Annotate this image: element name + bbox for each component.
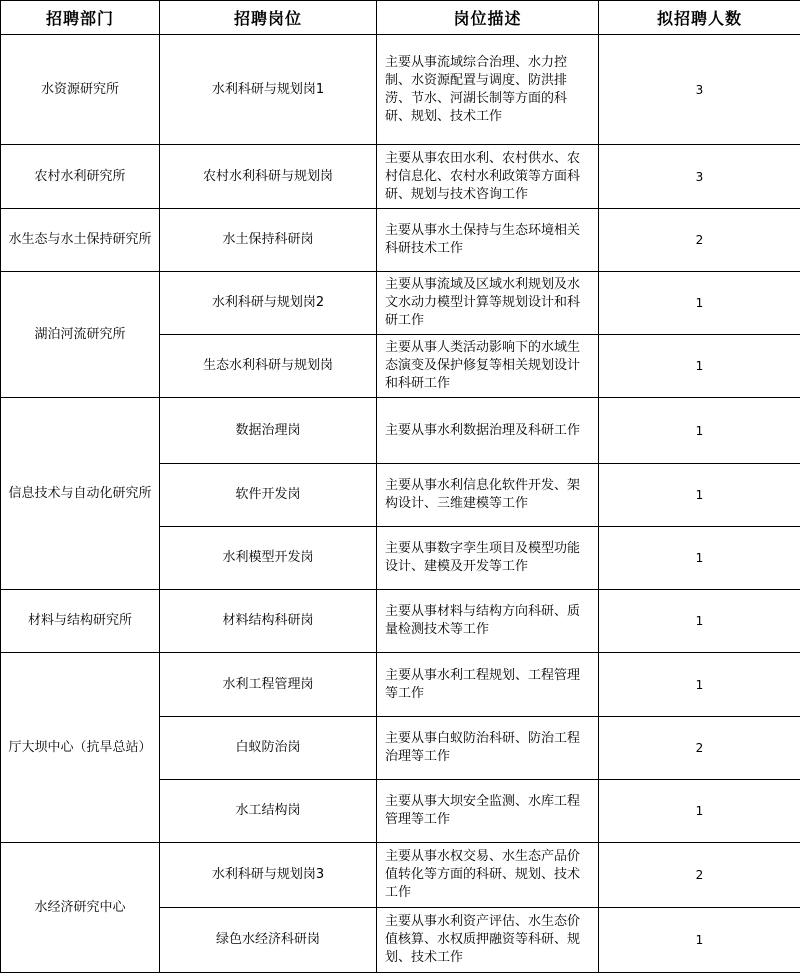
position-cell: 绿色水经济科研岗 <box>160 908 377 973</box>
description-cell: 主要从事流域及区域水利规划及水文水动力模型计算等规划设计和科研工作 <box>377 272 599 335</box>
description-cell: 主要从事大坝安全监测、水库工程管理等工作 <box>377 780 599 843</box>
position-cell: 软件开发岗 <box>160 464 377 527</box>
table-row <box>1 590 800 653</box>
description-cell: 主要从事材料与结构方向科研、质量检测技术等工作 <box>377 590 599 653</box>
headcount-cell: 1 <box>599 780 800 843</box>
position-cell: 农村水利科研与规划岗 <box>160 145 377 209</box>
department-cell: 水资源研究所 <box>1 35 160 145</box>
table-row <box>1 653 800 717</box>
position-cell: 水利科研与规划岗2 <box>160 272 377 335</box>
table-row <box>1 272 800 335</box>
description-cell: 主要从事水利数据治理及科研工作 <box>377 398 599 464</box>
header-headcount: 拟招聘人数 <box>599 1 800 35</box>
table-row <box>1 35 800 145</box>
headcount-cell: 1 <box>599 653 800 717</box>
table-row <box>1 145 800 209</box>
headcount-cell: 2 <box>599 209 800 272</box>
department-cell: 水生态与水土保持研究所 <box>1 209 160 272</box>
description-cell: 主要从事数字孪生项目及模型功能设计、建模及开发等工作 <box>377 527 599 590</box>
headcount-cell: 3 <box>599 145 800 209</box>
department-cell: 材料与结构研究所 <box>1 590 160 653</box>
header-description: 岗位描述 <box>377 1 599 35</box>
table-row <box>1 209 800 272</box>
description-cell: 主要从事水权交易、水生态产品价值转化等方面的科研、规划、技术工作 <box>377 843 599 908</box>
position-cell: 水利科研与规划岗1 <box>160 35 377 145</box>
description-cell: 主要从事水利工程规划、工程管理等工作 <box>377 653 599 717</box>
position-cell: 生态水利科研与规划岗 <box>160 335 377 398</box>
description-cell: 主要从事水利资产评估、水生态价值核算、水权质押融资等科研、规划、技术工作 <box>377 908 599 973</box>
description-cell: 主要从事水土保持与生态环境相关科研技术工作 <box>377 209 599 272</box>
description-cell: 主要从事流域综合治理、水力控制、水资源配置与调度、防洪排涝、节水、河湖长制等方面的科研、规划、技术工作 <box>377 35 599 145</box>
description-cell: 主要从事白蚁防治科研、防治工程治理等工作 <box>377 717 599 780</box>
headcount-cell: 3 <box>599 35 800 145</box>
position-cell: 数据治理岗 <box>160 398 377 464</box>
description-cell: 主要从事人类活动影响下的水域生态演变及保护修复等相关规划设计和科研工作 <box>377 335 599 398</box>
headcount-cell: 1 <box>599 527 800 590</box>
position-cell: 白蚁防治岗 <box>160 717 377 780</box>
department-cell: 农村水利研究所 <box>1 145 160 209</box>
description-cell: 主要从事农田水利、农村供水、农村信息化、农村水利政策等方面科研、规划与技术咨询工作 <box>377 145 599 209</box>
header-row <box>1 1 800 35</box>
department-cell: 厅大坝中心（抗旱总站） <box>1 653 160 843</box>
position-cell: 水利科研与规划岗3 <box>160 843 377 908</box>
department-cell: 湖泊河流研究所 <box>1 272 160 398</box>
headcount-cell: 1 <box>599 464 800 527</box>
headcount-cell: 1 <box>599 398 800 464</box>
department-cell: 水经济研究中心 <box>1 843 160 973</box>
headcount-cell: 2 <box>599 843 800 908</box>
header-position: 招聘岗位 <box>160 1 377 35</box>
table-row <box>1 398 800 464</box>
headcount-cell: 1 <box>599 908 800 973</box>
header-department: 招聘部门 <box>1 1 160 35</box>
headcount-cell: 2 <box>599 717 800 780</box>
description-cell: 主要从事水利信息化软件开发、架构设计、三维建模等工作 <box>377 464 599 527</box>
position-cell: 材料结构科研岗 <box>160 590 377 653</box>
headcount-cell: 1 <box>599 590 800 653</box>
position-cell: 水土保持科研岗 <box>160 209 377 272</box>
position-cell: 水利工程管理岗 <box>160 653 377 717</box>
position-cell: 水利模型开发岗 <box>160 527 377 590</box>
position-cell: 水工结构岗 <box>160 780 377 843</box>
department-cell: 信息技术与自动化研究所 <box>1 398 160 590</box>
headcount-cell: 1 <box>599 272 800 335</box>
headcount-cell: 1 <box>599 335 800 398</box>
table-row <box>1 843 800 908</box>
